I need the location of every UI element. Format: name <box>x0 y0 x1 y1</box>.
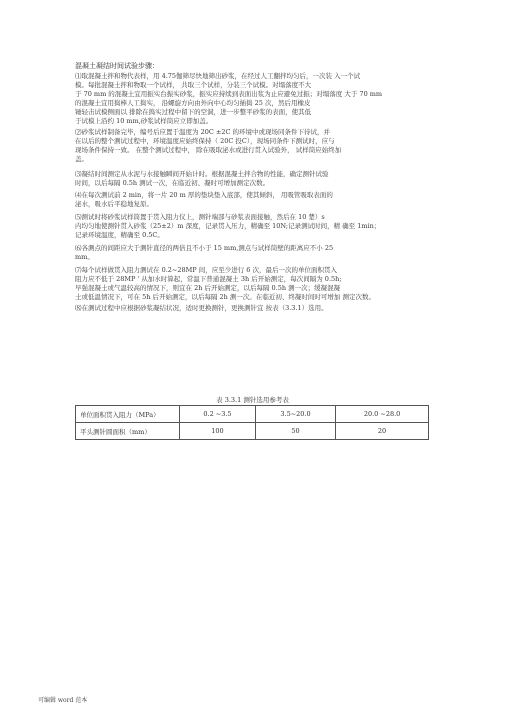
table-cell: 0.2 ~3.5 <box>180 406 256 423</box>
doc-line: 内均匀地使测针贯入砂浆（25±2）m 深度，记录贯入压力，精确至 10N;记录测试时间，精 确至 1min； <box>75 222 381 230</box>
table-cell: 100 <box>180 423 256 440</box>
table-row <box>76 406 429 423</box>
doc-line: 土或低温情况下，可在 5h 后开始测定，以后每隔 2h 测一次。在临近初、终凝时间时可增加 测定次数。 <box>75 293 375 301</box>
table-caption: 表 3.3.1 测针选用参考表 <box>216 396 289 404</box>
doc-line: ⑷在每次测试前 2 min，将一片 20 m 厚的垫块垫入底部，使其倾斜， 用吸管吸取表面的 <box>75 191 333 199</box>
table-row <box>76 423 429 440</box>
doc-line: 盖。 <box>75 155 88 163</box>
doc-line: 现场条件保持一致。 在整个测试过程中， 除在吸取泌水或进行贯入试验外， 试样筒应始终加 <box>75 146 342 154</box>
doc-line: mm。 <box>75 253 94 261</box>
table-cell: 50 <box>255 423 335 440</box>
table-cell: 3.5~20.0 <box>255 406 335 423</box>
doc-heading: 混凝土凝结时间试验步骤： <box>75 62 159 70</box>
doc-line: ⑴取混凝土拌和物代表样，用 4.75伽筛尽快地筛出砂浆，在经过人工翻拌均匀后，一次装 入一个试 <box>75 72 361 80</box>
doc-line: 记录环境温度，精确至 0.5C。 <box>75 231 164 239</box>
doc-line: ⑵砂浆试样制备完毕，编号后应置于温度为 20C ±2C 的环境中或现场同条件下待试，并 <box>75 128 330 136</box>
doc-line: 于 70 mm 的混凝土宜用振实台振实砂浆，振实应持续到表面出浆为止应避免过振；对塌落度 大于 70 mm <box>75 90 383 98</box>
needle-selection-table <box>75 405 429 440</box>
doc-line: ⑺每个试样做贯入阻力测试在 0.2~28MP 间，应至少进行 6 次，最后一次的单位面积贯入 <box>75 266 337 274</box>
doc-line: 锤轻击试模侧面以 排除在捣实过程中留下的空洞，进一步整平砂浆的表面，使其低 <box>75 108 312 116</box>
table-cell: 平头测针圆面积（mm） <box>76 423 180 440</box>
doc-line: 时间，以后每隔 0.5h 测试一次，在临近初、凝时可增加测定次数。 <box>75 179 270 187</box>
doc-line: 阻力应不低于 28MP ' 从加水时算起，常温下普通混凝土 3h 后开始测定，每次间隔为 0.5h; <box>75 275 342 283</box>
table-cell: 20.0 ~28.0 <box>336 406 429 423</box>
doc-line: 的混凝土宜用捣棒人工捣实， 沿螺旋方向由外向中心均匀插捣 25 次，然后用橡皮 <box>75 99 311 107</box>
doc-line: ⑶凝结时间测定从水泥与水接触瞬间开始计时。根据混凝土拌合物的性能，确定测针试验 <box>75 170 329 178</box>
table-cell: 单位面积贯入阻力（MPa） <box>76 406 180 423</box>
page-footer: 可编辑 word 范本 <box>38 697 88 704</box>
doc-line: 泌水，吸水后平稳地复原。 <box>75 200 153 208</box>
doc-line: 模。每批混凝土拌和物取一个试样， 共取三个试样，分装三个试模。对塌落度不大 <box>75 81 312 89</box>
doc-line: ⑻在测试过程中应根据砂浆凝结状况，适时更换测针，更换测针宜 按表（3.3.1）选用。 <box>75 304 328 312</box>
doc-line: ⑹各测点的间距应大于测针直径的两倍且不小于 15 mm,测点与试样筒壁的距离应不小 25 <box>75 244 334 252</box>
doc-line: 在以后的整个测试过程中，环境温度应始终保持（ 20C 投C），现场同条件下测试时，应与 <box>75 137 335 145</box>
doc-line: ⑸测试时将砂浆试样筒置于贯入阻力仪上，测针端部与砂浆表面接触，然后在 10 楚）s <box>75 213 325 221</box>
table-cell: 20 <box>336 423 429 440</box>
doc-line: 于试模上沿约 10 mm,砂浆试样筒应立即加盖。 <box>75 117 213 125</box>
doc-line: 早强混凝土或气温较高的情况下，则宜在 2h 后开始测定，以后每隔 0.5h 测一次；缓凝混凝 <box>75 284 341 292</box>
